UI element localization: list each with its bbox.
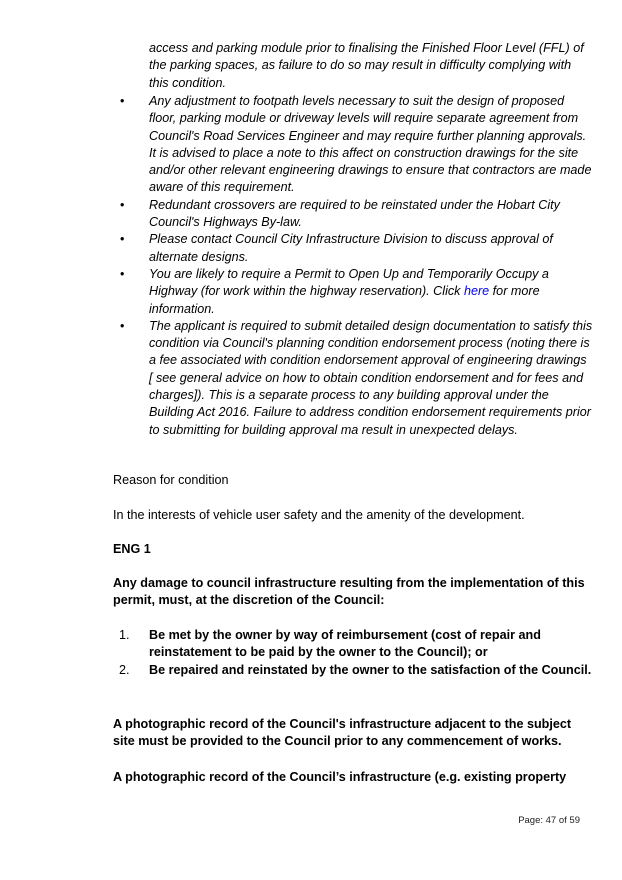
list-item [113,231,593,266]
bullet-marker: • [120,266,125,281]
list-item-text-after: for more information. [149,284,540,316]
photo-record-paragraph-continued: A photographic record of the Council’s infrastructure (e.g. existing property [113,770,567,784]
list-item [113,318,593,439]
eng-heading: ENG 1 [113,542,151,556]
bullet-marker: • [120,232,125,247]
photo-record-paragraph: A photographic record of the Council's infrastructure adjacent to the subject site must be provided to the Council prior to any commencement of works. [113,717,572,749]
continued-paragraph: access and parking module prior to finalising the Finished Floor Level (FFL) of the parking spaces, as failure to do so may result in difficulty complying with this condition. [149,41,584,90]
bullet-marker: • [120,94,125,108]
list-item-text: Be repaired and reinstated by the owner to the satisfaction of the Council. [149,662,592,677]
list-item-text: The applicant is required to submit detailed design documentation to satisfy this condition via Council's planning condition endorsement process (noting there is a fee associated with condition endorsement approval of engineering drawings [ see general advice on how to obtain condition endorsement and for fees and charges]). This is a separate process to any building approval under the Building Act 2016. Failure to address condition endorsement requirements prior to submitting for building approval ma result in unexpected delays. [149,318,593,437]
list-item [113,197,593,232]
bullet-marker: • [120,318,125,333]
list-item [113,266,593,318]
list-item [113,662,593,679]
permit-info-link[interactable]: here [463,284,490,299]
eng-intro: Any damage to council infrastructure resulting from the implementation of this permit, must, at the discretion of the Council: [113,576,585,608]
list-item-text-before: You are likely to require a Permit to Open Up and Temporarily Occupy a Highway (for work within the highway reservation). Click [149,266,549,299]
item-number: 1. [119,628,130,642]
list-item-text: Be met by the owner by way of reimbursement (cost of repair and reinstatement to be paid by the owner to the Council); or [149,628,541,660]
reason-text: In the interests of vehicle user safety and the amenity of the development. [113,508,525,522]
item-number: 2. [119,662,130,677]
list-item [113,93,593,197]
list-item [113,627,593,662]
list-item-text: Please contact Council City Infrastructure Division to discuss approval of alternate designs. [149,232,553,264]
list-item-text: Redundant crossovers are required to be reinstated under the Hobart City Council's Highways By-law. [149,197,560,230]
eng-numbered-list [113,627,593,679]
list-item-text: Any adjustment to footpath levels necessary to suit the design of proposed floor, parking module or driveway levels will require separate agreement from Council's Road Services Engineer and may require further planning approvals. It is advised to place a note to this affect on construction drawings for the site and/or other relevant engineering drawings to ensure that contractors are made aware of this requirement. [149,94,592,195]
bullet-marker: • [120,197,125,212]
advice-bullet-list [113,93,593,439]
page-number: Page: 47 of 59 [518,815,580,826]
reason-heading: Reason for condition [113,473,229,487]
